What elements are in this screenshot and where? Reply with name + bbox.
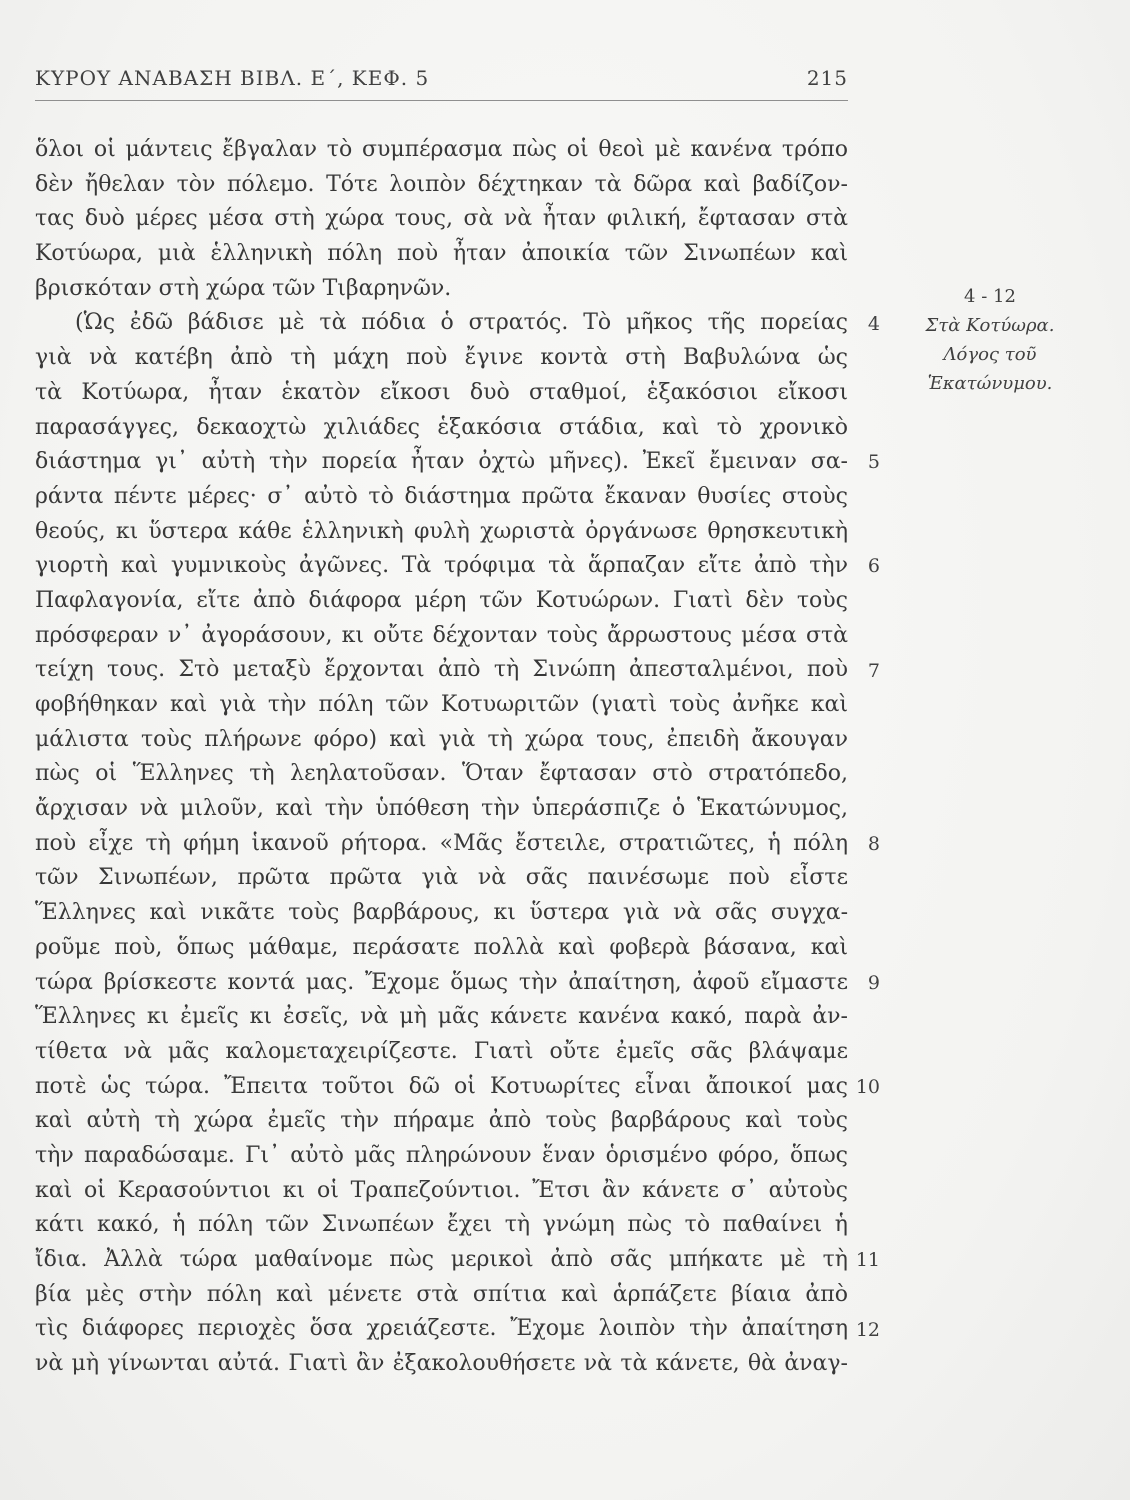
text-line: ἴδια. Ἀλλὰ τώρα μαθαίνομε πὼς μερικοὶ ἀπὸ σᾶς μπήκατε μὲ τὴ xyxy=(35,1247,848,1272)
text-line: κάτι κακό, ἡ πόλη τῶν Σινωπέων ἔχει τὴ γνώμη πὼς τὸ παθαίνει ἡ xyxy=(35,1212,848,1238)
margin-note-line: Ἑκατώνυμου. xyxy=(927,373,1053,394)
text-line: Ἕλληνες κι ἐμεῖς κι ἐσεῖς, νὰ μὴ μᾶς κάνετε κανένα κακό, παρὰ ἀν- xyxy=(35,1004,848,1030)
margin-note-line: Στὰ Κοτύωρα. xyxy=(925,315,1055,336)
text-line: Ἕλληνες καὶ νικᾶτε τοὺς βαρβάρους, κι ὕστερα γιὰ νὰ σᾶς συγχα- xyxy=(35,900,848,926)
text-line: τῶν Σινωπέων, πρῶτα πρῶτα γιὰ νὰ σᾶς παινέσωμε ποὺ εἶστε xyxy=(35,865,848,891)
text-line: Παφλαγονία, εἴτε ἀπὸ διάφορα μέρη τῶν Κοτυώρων. Γιατὶ δὲν τοὺς xyxy=(35,587,848,613)
running-header xyxy=(35,62,848,94)
text-line: γιὰ νὰ κατέβη ἀπὸ τὴ μάχη ποὺ ἔγινε κοντὰ στὴ Βαβυλώνα ὡς xyxy=(35,345,848,371)
text-line: μάλιστα τοὺς πλήρωνε φόρο) καὶ γιὰ τὴ χώρα τους, ἐπειδὴ ἄκουγαν xyxy=(35,726,848,752)
section-number: 6 xyxy=(867,555,880,578)
text-line: ὅλοι οἱ μάντεις ἔβγαλαν τὸ συμπέρασμα πὼς οἱ θεοὶ μὲ κανένα τρόπο xyxy=(35,137,848,162)
section-number: 11 xyxy=(855,1249,880,1272)
text-line: τας δυὸ μέρες μέσα στὴ χώρα τους, σὰ νὰ ἦταν φιλική, ἔφτασαν στὰ xyxy=(35,206,848,232)
text-line: καὶ αὐτὴ τὴ χώρα ἐμεῖς τὴν πήραμε ἀπὸ τοὺς βαρβάρους καὶ τοὺς xyxy=(35,1108,848,1134)
text-line: δὲν ἤθελαν τὸν πόλεμο. Τότε λοιπὸν δέχτηκαν τὰ δῶρα καὶ βαδίζον- xyxy=(35,171,848,197)
text-line: ροῦμε ποὺ, ὅπως μάθαμε, περάσατε πολλὰ καὶ φοβερὰ βάσανα, καὶ xyxy=(35,934,848,960)
text-line: τὶς διάφορες περιοχὲς ὅσα χρειάζεστε. Ἔχομε λοιπὸν τὴν ἀπαίτηση xyxy=(35,1316,848,1342)
page-number: 215 xyxy=(806,66,848,90)
text-line: βρισκόταν στὴ χώρα τῶν Τιβαρηνῶν. xyxy=(35,275,452,301)
text-line: βία μὲς στὴν πόλη καὶ μένετε στὰ σπίτια καὶ ἁρπάζετε βίαια ἀπὸ xyxy=(35,1281,848,1307)
body-text xyxy=(35,133,848,1382)
text-line: ἄρχισαν νὰ μιλοῦν, καὶ τὴν ὑπόθεση τὴν ὑπεράσπιζε ὁ Ἑκατώνυμος, xyxy=(35,796,848,822)
section-number: 7 xyxy=(867,659,880,682)
text-line: πρόσφεραν ν᾿ ἀγοράσουν, κι οὔτε δέχονταν τοὺς ἄρρωστους μέσα στὰ xyxy=(35,622,848,648)
text-line: θεούς, κι ὕστερα κάθε ἑλληνικὴ φυλὴ χωριστὰ ὀργάνωσε θρησκευτικὴ xyxy=(35,518,848,544)
section-number: 4 xyxy=(867,312,880,335)
text-line: τώρα βρίσκεστε κοντά μας. Ἔχομε ὅμως τὴν ἀπαίτηση, ἀφοῦ εἴμαστε xyxy=(35,969,848,995)
text-line: τείχη τους. Στὸ μεταξὺ ἔρχονται ἀπὸ τὴ Σινώπη ἀπεσταλμένοι, ποὺ xyxy=(35,657,848,683)
section-number: 10 xyxy=(855,1075,880,1098)
text-line: καὶ οἱ Κερασούντιοι κι οἱ Τραπεζούντιοι. Ἔτσι ἂν κάνετε σ᾿ αὐτοὺς xyxy=(35,1177,848,1203)
section-number: 12 xyxy=(855,1318,880,1341)
text-line: παρασάγγες, δεκαοχτὼ χιλιάδες ἑξακόσια στάδια, καὶ τὸ χρονικὸ xyxy=(35,414,848,440)
text-line: τὰ Κοτύωρα, ἦταν ἑκατὸν εἴκοσι δυὸ σταθμοί, ἑξακόσιοι εἴκοσι xyxy=(35,379,848,405)
header-rule xyxy=(35,100,848,101)
margin-note xyxy=(905,282,1075,398)
section-number: 8 xyxy=(867,833,880,855)
text-line: (Ὡς ἐδῶ βάδισε μὲ τὰ πόδια ὁ στρατός. Τὸ μῆκος τῆς πορείας xyxy=(75,310,848,336)
text-line: νὰ μὴ γίνωνται αὐτά. Γιατὶ ἂν ἐξακολουθήσετε νὰ τὰ κάνετε, θὰ ἀναγ- xyxy=(35,1351,848,1377)
text-line: πὼς οἱ Ἕλληνες τὴ λεηλατοῦσαν. Ὅταν ἔφτασαν στὸ στρατόπεδο, xyxy=(35,761,848,787)
text-line: διάστημα γι᾿ αὐτὴ τὴν πορεία ἦταν ὀχτὼ μῆνες). Ἐκεῖ ἔμειναν σα- xyxy=(35,449,848,475)
text-line: ράντα πέντε μέρες· σ᾿ αὐτὸ τὸ διάστημα πρῶτα ἔκαναν θυσίες στοὺς xyxy=(35,483,848,509)
running-title: ΚΥΡΟΥ ΑΝΑΒΑΣΗ ΒΙΒΛ. Ε΄, ΚΕΦ. 5 xyxy=(35,66,430,90)
text-line: ποὺ εἶχε τὴ φήμη ἱκανοῦ ρήτορα. «Μᾶς ἔστειλε, στρατιῶτες, ἡ πόλη xyxy=(35,830,848,856)
text-line: τὴν παραδώσαμε. Γι᾿ αὐτὸ μᾶς πληρώνουν ἕναν ὁρισμένο φόρο, ὅπως xyxy=(35,1142,848,1168)
margin-note-line: Λόγος τοῦ xyxy=(943,344,1037,365)
text-line: τίθετα νὰ μᾶς καλομεταχειρίζεστε. Γιατὶ οὔτε ἐμεῖς σᾶς βλάψαμε xyxy=(35,1038,848,1064)
text-line: φοβήθηκαν καὶ γιὰ τὴν πόλη τῶν Κοτυωριτῶν (γιατὶ τοὺς ἀνῆκε καὶ xyxy=(35,692,848,717)
section-number: 5 xyxy=(867,451,880,474)
section-number: 9 xyxy=(867,971,880,994)
text-line: ποτὲ ὡς τώρα. Ἔπειτα τοῦτοι δῶ οἱ Κοτυωρίτες εἶναι ἄποικοί μας xyxy=(35,1073,848,1099)
text-line: Κοτύωρα, μιὰ ἑλληνικὴ πόλη ποὺ ἦταν ἀποικία τῶν Σινωπέων καὶ xyxy=(35,241,848,267)
margin-note-range: 4 - 12 xyxy=(964,286,1016,307)
text-line: γιορτὴ καὶ γυμνικοὺς ἀγῶνες. Τὰ τρόφιμα τὰ ἅρπαζαν εἴτε ἀπὸ τὴν xyxy=(35,553,848,579)
